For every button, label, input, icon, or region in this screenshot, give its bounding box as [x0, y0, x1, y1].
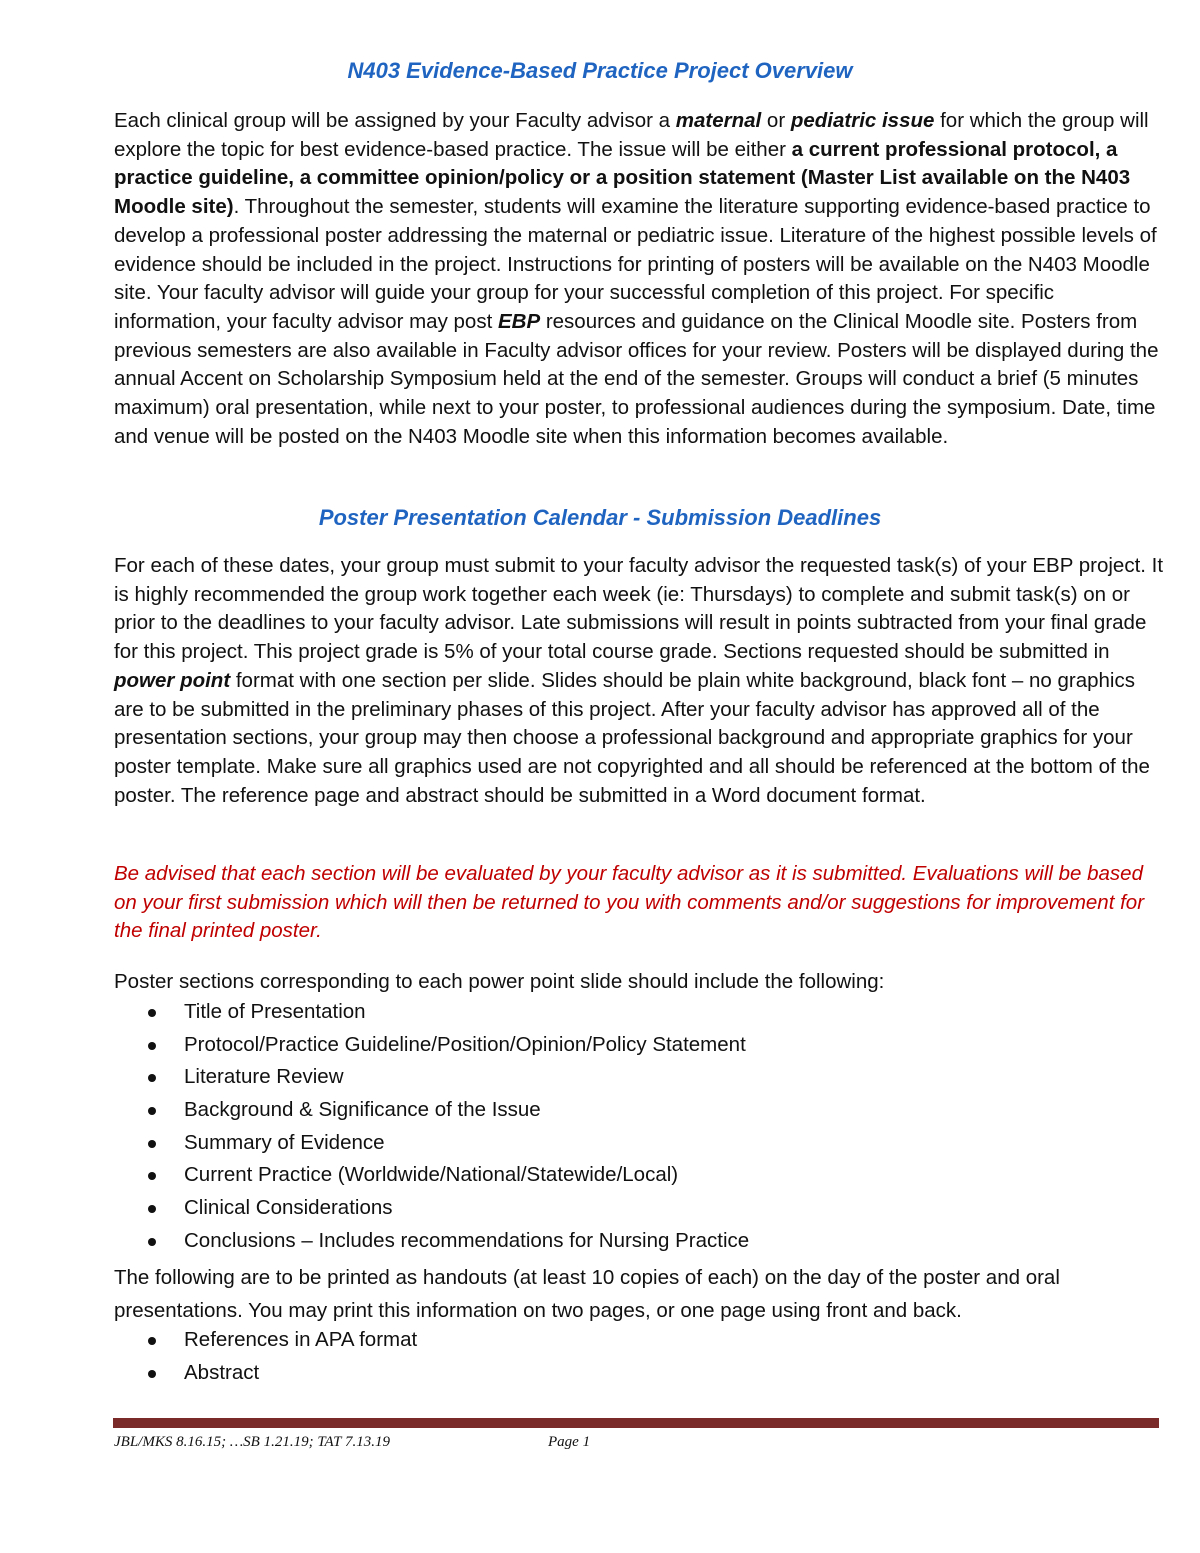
- overview-paragraph: [114, 107, 1164, 451]
- overview-text: Each clinical group will be assigned by your Faculty advisor a: [114, 109, 676, 132]
- bullet-icon: [148, 1205, 156, 1213]
- bullet-icon: [148, 1172, 156, 1180]
- bullet-icon: [148, 1337, 156, 1345]
- list-item: [114, 1127, 749, 1160]
- footer-page-number: Page 1: [548, 1434, 591, 1450]
- list-item-text: Current Practice (Worldwide/National/Statewide/Local): [184, 1163, 679, 1187]
- deadlines-text: format with one section per slide. Slides should be plain white background, black font – no graphics are to be submitted in the preliminary phases of this project. After your faculty advisor has approved all of the presentation sections, your group may then choose a professional background and appropriate graphics for your poster template. Make sure all graphics used are not copyrighted and all should be referenced at the bottom of the poster. The reference page and abstract should be submitted in a Word document format.: [114, 668, 1150, 807]
- list-item-text: Abstract: [184, 1360, 260, 1384]
- list-item-text: Conclusions – Includes recommendations for Nursing Practice: [184, 1228, 750, 1252]
- list-item: [114, 996, 749, 1029]
- list-item: [114, 1094, 749, 1127]
- list-item-text: Protocol/Practice Guideline/Position/Opinion/Policy Statement: [184, 1032, 746, 1056]
- bullet-icon: [148, 1370, 156, 1378]
- list-item: [114, 1357, 417, 1390]
- document-title: N403 Evidence-Based Practice Project Overview: [347, 58, 853, 83]
- list-item: [114, 1324, 417, 1357]
- list-item: [114, 1159, 749, 1192]
- overview-emphasis-ebp: EBP: [497, 309, 541, 333]
- list-item: [114, 1061, 749, 1094]
- deadlines-emphasis-power-point: power point: [114, 668, 231, 692]
- overview-text: or: [761, 109, 791, 132]
- list-item: [114, 1225, 749, 1258]
- deadlines-text: For each of these dates, your group must submit to your faculty advisor the requested task(s) of your EBP project. It is highly recommended the group work together each week (ie: Thursdays) to complete and submit task(s) on or prior to the deadlines to your faculty advisor. Late submissions will result in points subtracted from your final grade for this project. This project grade is 5% of your total course grade. Sections requested should be submitted in: [114, 554, 1164, 664]
- handouts-list: [114, 1324, 417, 1389]
- list-item-text: References in APA format: [184, 1328, 418, 1351]
- footer-revision-initials: JBL/MKS 8.16.15; …SB 1.21.19; TAT 7.13.19: [114, 1434, 390, 1450]
- list-item-text: Literature Review: [184, 1065, 344, 1089]
- section-heading-calendar: Poster Presentation Calendar - Submission Deadlines: [318, 505, 882, 530]
- bullet-icon: [148, 1009, 156, 1017]
- list-item-text: Title of Presentation: [184, 1000, 366, 1023]
- deadlines-paragraph: [114, 552, 1164, 810]
- handouts-intro: The following are to be printed as handouts (at least 10 copies of each) on the day of the poster and oral presentations. You may print this information on two pages, or one page using front and back.: [114, 1266, 1060, 1322]
- list-item-text: Clinical Considerations: [184, 1196, 393, 1220]
- bullet-icon: [148, 1107, 156, 1115]
- list-item: [114, 1192, 749, 1225]
- footer-divider: [113, 1418, 1159, 1428]
- overview-text: resources and guidance on the Clinical Moodle site. Posters from previous semesters are also available in Faculty advisor offices for your review. Posters will be displayed during the annual Accent on Scholarship Symposium held at the end of the semester. Groups will conduct a brief (5 minutes maximum) oral presentation, while next to your poster, to professional audiences during the symposium. Date, time and venue will be posted on the N403 Moodle site when this information becomes available.: [114, 309, 1159, 448]
- bullet-icon: [148, 1238, 156, 1246]
- bullet-icon: [148, 1140, 156, 1148]
- list-item: [114, 1029, 749, 1062]
- advisory-note: Be advised that each section will be evaluated by your faculty advisor as it is submitted. Evaluations will be based on your first submission which will then be returned to you with comments and/or suggestions for improvement for the final printed poster.: [114, 862, 1145, 943]
- overview-text: . Throughout the semester, students will examine the literature supporting evidence-based practice to develop a professional poster addressing the maternal or pediatric issue. Literature of the highest possible levels of evidence should be included in the project. Instructions for printing of posters will be available on the N403 Moodle site. Your faculty advisor will guide your group for your successful completion of this project. For specific information, your faculty advisor may post: [114, 195, 1157, 333]
- overview-text: for which the group will explore the topic for best evidence-based practice. The issue will be either: [114, 109, 1149, 161]
- poster-sections-list: [114, 996, 749, 1258]
- overview-emphasis-issue-types: a current professional protocol, a practice guideline, a committee opinion/policy or a position statement (Master List available on the N403 Moodle site): [114, 137, 1131, 219]
- bullet-icon: [148, 1074, 156, 1082]
- overview-emphasis-maternal: maternal: [675, 109, 762, 132]
- bullet-icon: [148, 1042, 156, 1050]
- overview-emphasis-pediatric: pediatric issue: [790, 109, 935, 132]
- list-item-text: Summary of Evidence: [184, 1130, 385, 1154]
- list-item-text: Background & Significance of the Issue: [184, 1098, 541, 1122]
- sections-intro: Poster sections corresponding to each power point slide should include the following:: [114, 970, 885, 993]
